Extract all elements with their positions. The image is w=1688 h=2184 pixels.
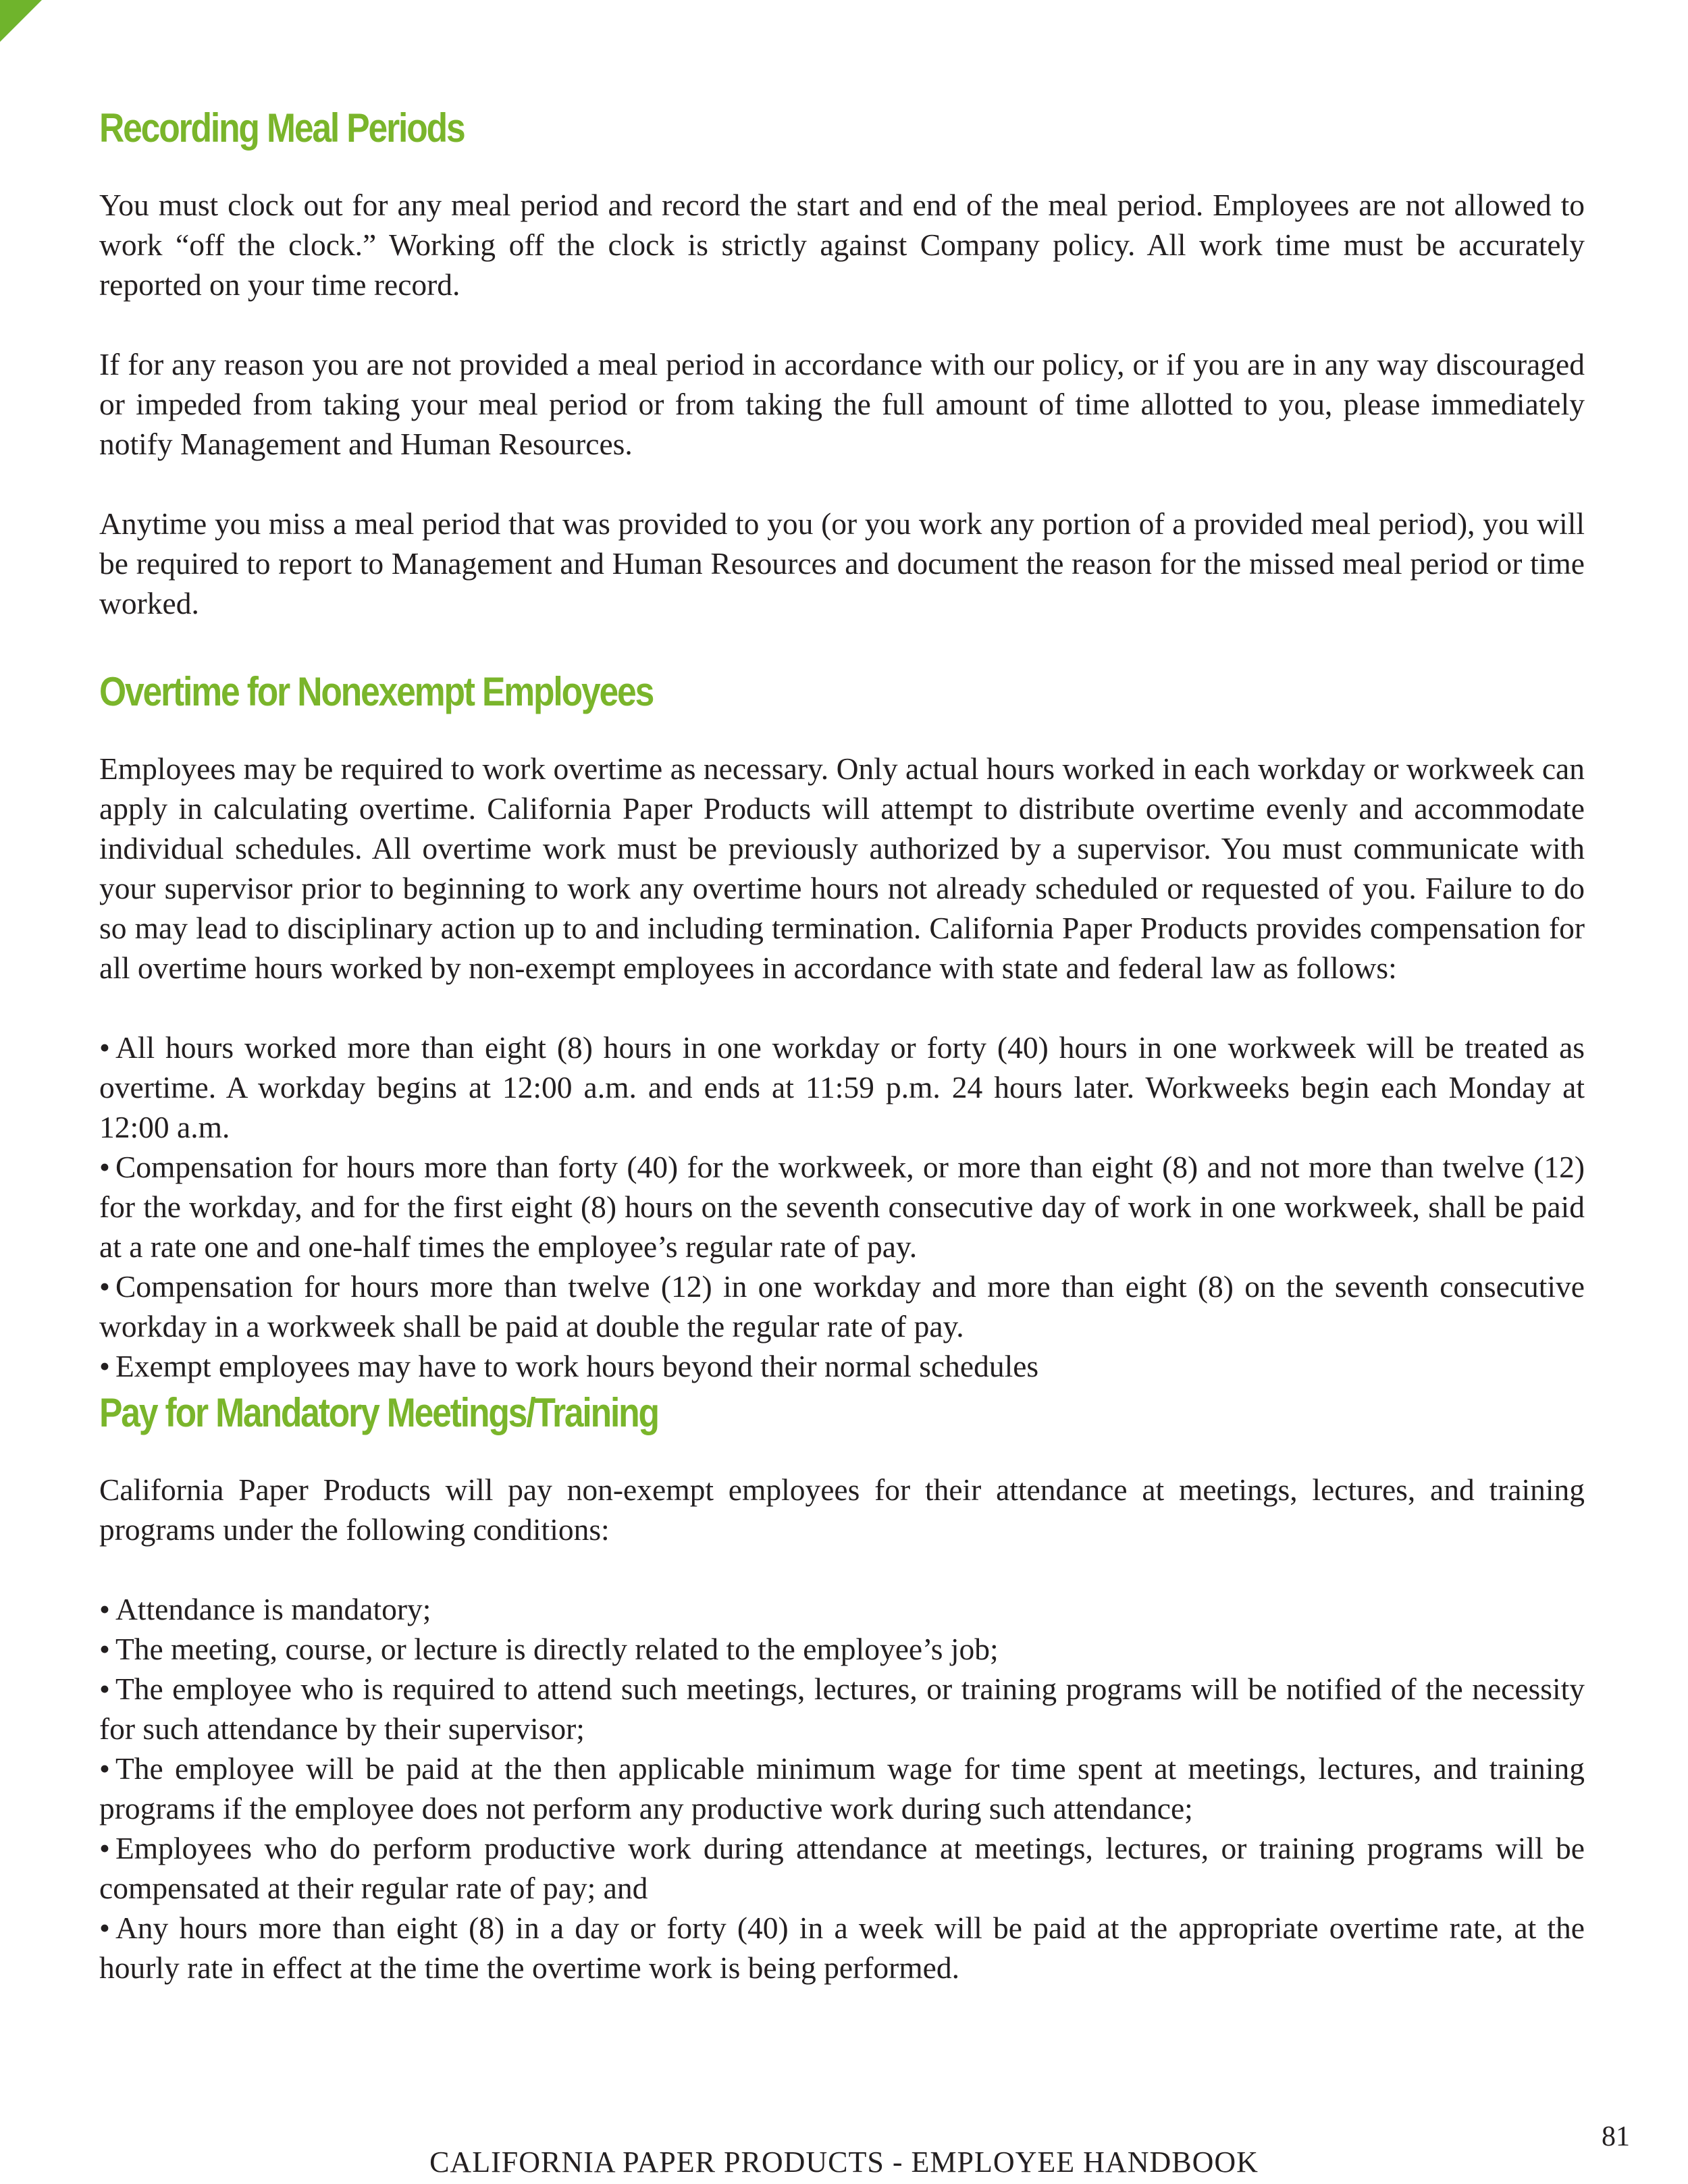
bullet-glyph: • bbox=[99, 1349, 110, 1383]
section-heading-overtime: Overtime for Nonexempt Employees bbox=[99, 669, 654, 714]
paragraph: You must clock out for any meal period and record the start and end of the meal period. Employees are not allowed to work “off the clock.” Working off the clock is strictly against Company policy. All work time must be accurately reported on your time record. bbox=[99, 188, 1585, 302]
bullet-glyph: • bbox=[99, 1672, 110, 1706]
page-number: 81 bbox=[1602, 2121, 1630, 2152]
list-item: • The employee who is required to attend such meetings, lectures, or training programs will be notified of the necessity for such attendance by their supervisor; bbox=[99, 1672, 1585, 1746]
list-item: • All hours worked more than eight (8) hours in one workday or forty (40) hours in one workweek will be treated as overtime. A workday begins at 12:00 a.m. and ends at 11:59 p.m. 24 hours later. Workweeks begin each Monday at 12:00 a.m. bbox=[99, 1030, 1585, 1144]
bullet-glyph: • bbox=[99, 1269, 110, 1304]
bullet-glyph: • bbox=[99, 1592, 110, 1626]
list-item: • Exempt employees may have to work hours beyond their normal schedules bbox=[99, 1349, 1039, 1383]
bullet-glyph: • bbox=[99, 1030, 110, 1065]
bullet-glyph: • bbox=[99, 1751, 110, 1786]
paragraph: Employees may be required to work overtime as necessary. Only actual hours worked in each workday or workweek can apply in calculating overtime. California Paper Products will attempt to distribute overtime evenly and accommodate individual schedules. All overtime work must be previously authorized by a supervisor. You must communicate with your supervisor prior to beginning to work any overtime hours not already scheduled or requested of you. Failure to do so may lead to disciplinary action up to and including termination. California Paper Products provides compensation for all overtime hours worked by non-exempt employees in accordance with state and federal law as follows: bbox=[99, 751, 1585, 985]
paragraph: If for any reason you are not provided a meal period in accordance with our policy, or if you are in any way discouraged or impeded from taking your meal period or from taking the full amount of time allotted to you, please immediately notify Management and Human Resources. bbox=[99, 347, 1585, 461]
list-item: • The meeting, course, or lecture is directly related to the employee’s job; bbox=[99, 1632, 999, 1666]
overtime-bullet-list bbox=[99, 1028, 1585, 1386]
list-item: • Employees who do perform productive work during attendance at meetings, lectures, or training programs will be compensated at their regular rate of pay; and bbox=[99, 1831, 1585, 1905]
paragraph: California Paper Products will pay non-exempt employees for their attendance at meetings, lectures, and training programs under the following conditions: bbox=[99, 1472, 1585, 1547]
page-content bbox=[99, 101, 1585, 1988]
list-item: • Compensation for hours more than forty (40) for the workweek, or more than eight (8) and not more than twelve (12) for the workday, and for the first eight (8) hours on the seventh consecutive day of work in one workweek, shall be paid at a rate one and one-half times the employee’s regular rate of pay. bbox=[99, 1150, 1585, 1264]
bullet-glyph: • bbox=[99, 1150, 110, 1184]
paragraph: Anytime you miss a meal period that was provided to you (or you work any portion of a provided meal period), you will be required to report to Management and Human Resources and document the reason for the missed meal period or time worked. bbox=[99, 506, 1585, 620]
section-heading-recording-meal-periods: Recording Meal Periods bbox=[99, 105, 465, 151]
list-item: • Any hours more than eight (8) in a day or forty (40) in a week will be paid at the appropriate overtime rate, at the hourly rate in effect at the time the overtime work is being performed. bbox=[99, 1911, 1585, 1985]
bullet-glyph: • bbox=[99, 1911, 110, 1945]
bullet-glyph: • bbox=[99, 1831, 110, 1865]
corner-accent-mark bbox=[0, 0, 42, 42]
page-footer: CALIFORNIA PAPER PRODUCTS - EMPLOYEE HANDBOOK bbox=[429, 2146, 1259, 2179]
list-item: • Attendance is mandatory; bbox=[99, 1592, 431, 1626]
bullet-glyph: • bbox=[99, 1632, 110, 1666]
meetings-bullet-list bbox=[99, 1589, 1585, 1988]
list-item: • Compensation for hours more than twelve (12) in one workday and more than eight (8) on the seventh consecutive workday in a workweek shall be paid at double the regular rate of pay. bbox=[99, 1269, 1585, 1343]
list-item: • The employee will be paid at the then applicable minimum wage for time spent at meetings, lectures, and training programs if the employee does not perform any productive work during such attendance; bbox=[99, 1751, 1585, 1826]
section-heading-mandatory-meetings: Pay for Mandatory Meetings/Training bbox=[99, 1390, 658, 1435]
